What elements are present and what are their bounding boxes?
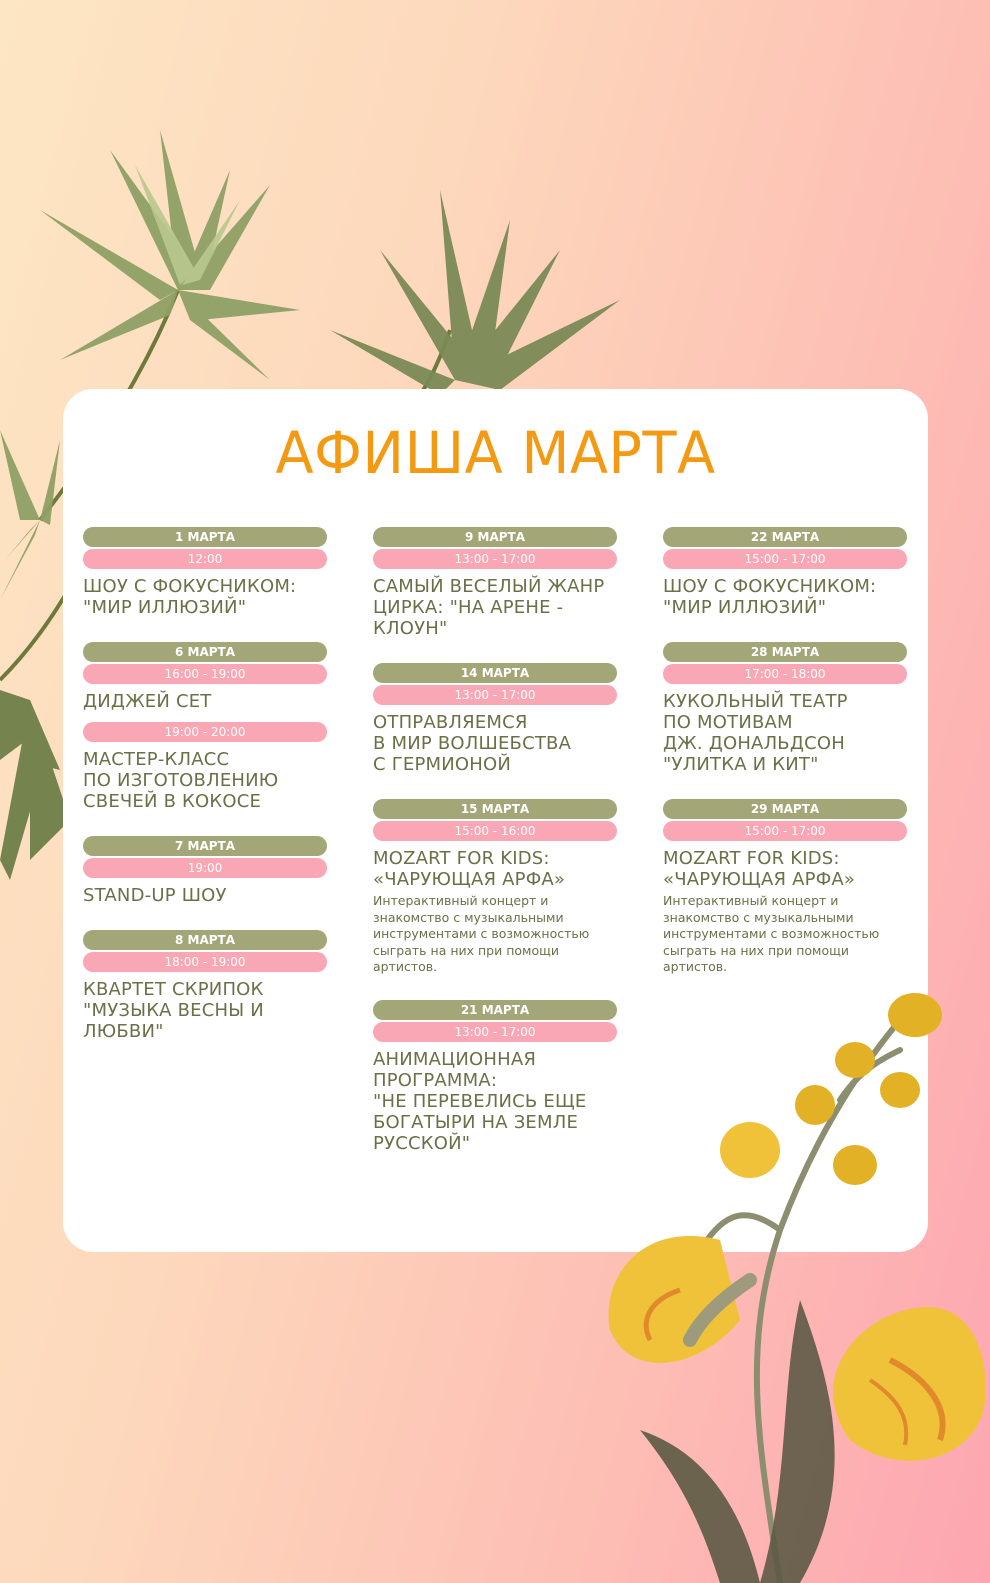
event-title: ШОУ С ФОКУСНИКОМ: "МИР ИЛЛЮЗИЙ": [83, 576, 297, 618]
event-time-badge: 13:00 - 17:00: [373, 1022, 617, 1042]
event-time-badge: 13:00 - 17:00: [373, 685, 617, 705]
event-title: MOZART FOR KIDS: «ЧАРУЮЩАЯ АРФА»: [373, 848, 566, 890]
event-time-badge: 15:00 - 16:00: [373, 821, 617, 841]
event-title: АНИМАЦИОННАЯ ПРОГРАММА: "НЕ ПЕРЕВЕЛИСЬ ЕЩЕ БОГАТЫРИ НА ЗЕМЛЕ РУССКОЙ": [373, 1048, 587, 1154]
event-title: КУКОЛЬНЫЙ ТЕАТР ПО МОТИВАМ ДЖ. ДОНАЛЬДСОН "УЛИТКА И КИТ": [663, 691, 848, 775]
event-date-badge: 15 МАРТА: [373, 799, 617, 819]
page-title: АФИША МАРТА: [275, 419, 716, 487]
event-time-badge: 15:00 - 17:00: [663, 549, 907, 569]
event-description: Интерактивный концерт и знакомство с музыкальными инструментами с возможностью сыграть на них при помощи артистов.: [663, 893, 880, 974]
event-time-badge: 13:00 - 17:00: [373, 549, 617, 569]
event-date-badge: 14 МАРТА: [373, 663, 617, 683]
event-date-badge: 21 МАРТА: [373, 1000, 617, 1020]
event-date-badge: 8 МАРТА: [83, 930, 327, 950]
event-title: КВАРТЕТ СКРИПОК "МУЗЫКА ВЕСНЫ И ЛЮБВИ": [83, 979, 264, 1042]
event-title: САМЫЙ ВЕСЕЛЫЙ ЖАНР ЦИРКА: "НА АРЕНЕ - КЛОУН": [373, 576, 605, 639]
event-title: ШОУ С ФОКУСНИКОМ: "МИР ИЛЛЮЗИЙ": [663, 576, 877, 618]
event-title: ДИДЖЕЙ СЕТ: [83, 691, 212, 712]
event-time-badge: 16:00 - 19:00: [83, 664, 327, 684]
event-title: ОТПРАВЛЯЕМСЯ В МИР ВОЛШЕБСТВА С ГЕРМИОНОЙ: [373, 712, 572, 775]
event-date-badge: 28 МАРТА: [663, 642, 907, 662]
event-title: STAND-UP ШОУ: [83, 885, 227, 906]
event-time-badge: 15:00 - 17:00: [663, 821, 907, 841]
event-time-badge: 17:00 - 18:00: [663, 664, 907, 684]
event-description: Интерактивный концерт и знакомство с музыкальными инструментами с возможностью сыграть на них при помощи артистов.: [373, 893, 590, 974]
event-time-badge: 12:00: [83, 549, 327, 569]
event-date-badge: 29 МАРТА: [663, 799, 907, 819]
event-title: MOZART FOR KIDS: «ЧАРУЮЩАЯ АРФА»: [663, 848, 856, 890]
event-title: МАСТЕР-КЛАСС ПО ИЗГОТОВЛЕНИЮ СВЕЧЕЙ В КОКОСЕ: [83, 749, 279, 812]
event-date-badge: 9 МАРТА: [373, 527, 617, 547]
event-time-badge: 18:00 - 19:00: [83, 952, 327, 972]
event-time-badge: 19:00 - 20:00: [83, 722, 327, 742]
event-date-badge: 22 МАРТА: [663, 527, 907, 547]
event-date-badge: 7 МАРТА: [83, 836, 327, 856]
event-time-badge: 19:00: [83, 858, 327, 878]
event-date-badge: 1 МАРТА: [83, 527, 327, 547]
event-date-badge: 6 МАРТА: [83, 642, 327, 662]
